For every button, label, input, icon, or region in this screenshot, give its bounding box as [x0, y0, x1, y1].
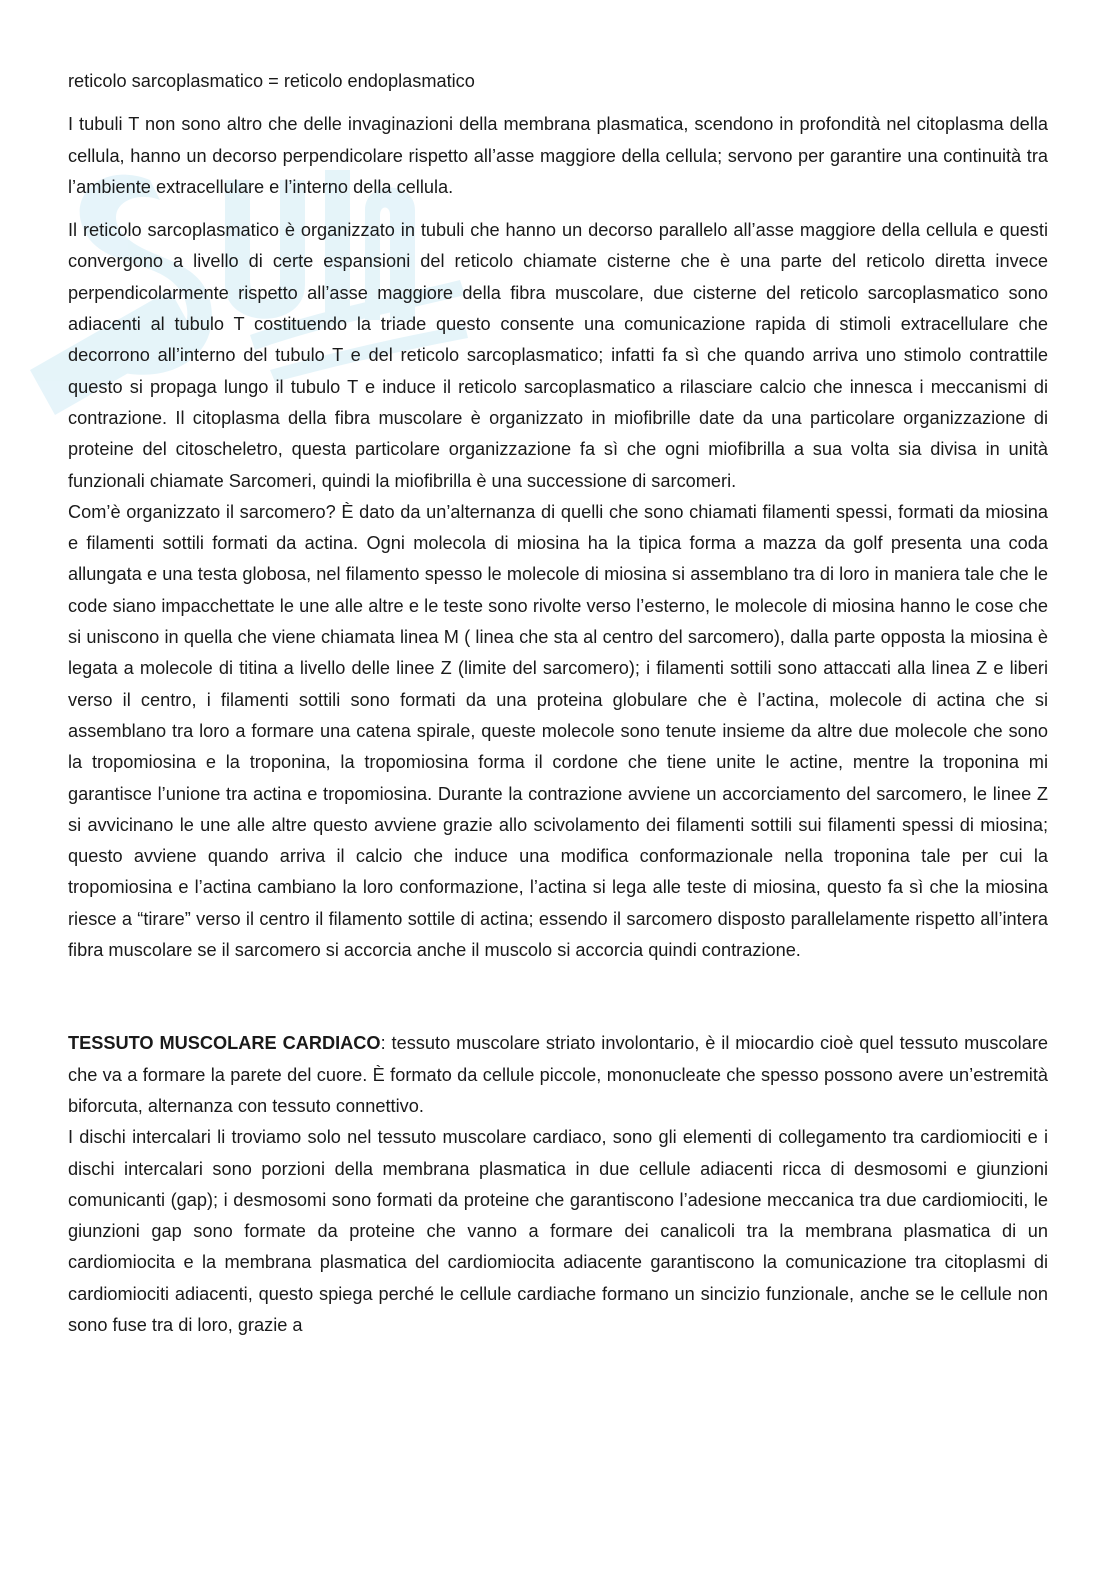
document-body: [68, 66, 1048, 1341]
section-heading: TESSUTO MUSCOLARE CARDIACO: [68, 1033, 381, 1054]
definition-line: reticolo sarcoplasmatico = reticolo endoplasmatico: [68, 71, 475, 91]
paragraph-tubuli-t: I tubuli T non sono altro che delle invaginazioni della membrana plasmatica, scendono in profondità nel citoplasma della cellula, hanno un decorso perpendicolare rispetto all’asse maggiore della cellula; servono per garantire una continuità tra l’ambiente extracellulare e l’interno della cellula.: [68, 114, 1048, 197]
paragraph-tessuto-cardiaco: [68, 1028, 1048, 1122]
section-intro-text: : tessuto muscolare striato involontario, è il miocardio cioè quel tessuto muscolare che va a formare la parete del cuore. È formato da cellule piccole, mononucleate che spesso possono avere un’estremità biforcuta, alternanza con tessuto connettivo.: [68, 1033, 1049, 1116]
paragraph-sarcomero: Com’è organizzato il sarcomero? È dato da un’alternanza di quelli che sono chiamati filamenti spessi, formati da miosina e filamenti sottili formati da actina. Ogni molecola di miosina ha la tipica forma a mazza da golf presenta una coda allungata e una testa globosa, nel filamento spesso le molecole di miosina si assemblano tra di loro in maniera tale che le code siano impacchettate le une alle altre e le teste sono rivolte verso l’esterno, le molecole di miosina hanno le cose che si uniscono in quella che viene chiamata linea M ( linea che sta al centro del sarcomero), dalla parte opposta la miosina è legata a molecole di titina a livello delle linee Z (limite del sarcomero); i filamenti sottili sono attaccati alla linea Z e liberi verso il centro, i filamenti sottili sono formati da una proteina globulare che è l’actina, molecole di actina che si assemblano tra loro a formare una catena spirale, queste molecole sono tenute insieme da altre due molecole che sono la tropomiosina e la troponina, la tropomiosina forma il cordone che tiene unite le actine, mentre la troponina mi garantisce l’unione tra actina e tropomiosina. Durante la contrazione avviene un accorciamento del sarcomero, le linee Z si avvicinano le une alle altre questo avviene grazie allo scivolamento dei filamenti sottili sui filamenti spessi di miosina; questo avviene quando arriva il calcio che induce una modifica conformazionale nella troponina tale per cui la tropomiosina e l’actina cambiano la loro conformazione, l’actina si lega alle teste di miosina, questo fa sì che la miosina riesce a “tirare” verso il centro il filamento sottile di actina; essendo il sarcomero disposto parallelamente rispetto all’intera fibra muscolare se il sarcomero si accorcia anche il muscolo si accorcia quindi contrazione.: [68, 501, 1048, 961]
paragraph-reticolo-sarcoplasmatico: Il reticolo sarcoplasmatico è organizzato in tubuli che hanno un decorso parallelo all’asse maggiore della cellula e questi convergono a livello di certe espansioni del reticolo chiamate cisterne che è una parte del reticolo diretta invece perpendicolarmente rispetto all’asse maggiore della fibra muscolare, due cisterne del reticolo sarcoplasmatico sono adiacenti al tubulo T costituendo la triade questo consente una comunicazione rapida di stimoli extracellulare che decorrono all’interno del tubulo T e del reticolo sarcoplasmatico; infatti fa sì che quando arriva uno stimolo contrattile questo si propaga lungo il tubulo T e induce il reticolo sarcoplasmatico a rilasciare calcio che innesca i meccanismi di contrazione. Il citoplasma della fibra muscolare è organizzato in miofibrille date da una particolare organizzazione di proteine del citoscheletro, questa particolare organizzazione fa sì che ogni miofibrilla a sua volta sia divisa in unità funzionali chiamate Sarcomeri, quindi la miofibrilla è una successione di sarcomeri.: [68, 220, 1048, 491]
paragraph-dischi-intercalari: I dischi intercalari li troviamo solo nel tessuto muscolare cardiaco, sono gli elementi di collegamento tra cardiomiociti e i dischi intercalari sono porzioni della membrana plasmatica in due cellule adiacenti ricca di desmosomi e giunzioni comunicanti (gap); i desmosomi sono formati da proteine che garantiscono l’adesione meccanica tra due cardiomiociti, le giunzioni gap sono formate da proteine che vanno a formare dei canalicoli tra la membrana plasmatica di un cardiomiocita e la membrana plasmatica del cardiomiocita adiacente garantiscono la comunicazione tra citoplasmi di cardiomiociti adiacenti, questo spiega perché le cellule cardiache formano un sincizio funzionale, anche se le cellule non sono fuse tra di loro, grazie a: [68, 1127, 1048, 1335]
